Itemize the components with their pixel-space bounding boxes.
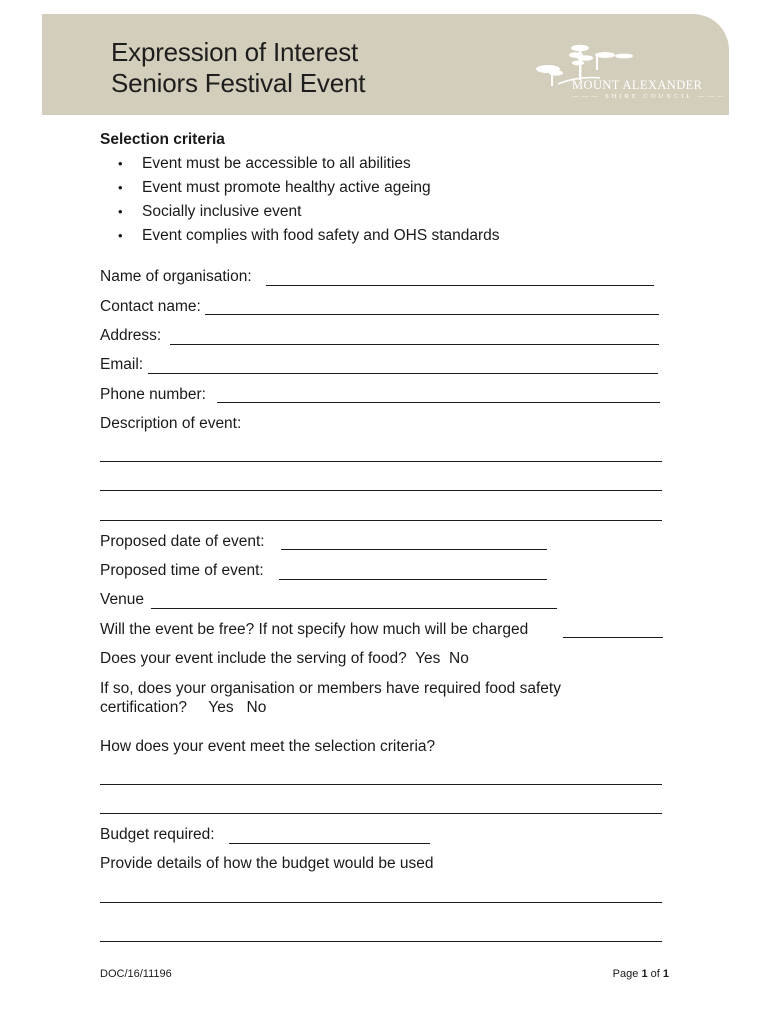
page-prefix: Page bbox=[612, 968, 639, 980]
bullet-icon: • bbox=[118, 156, 123, 171]
logo-subtitle bbox=[572, 93, 726, 100]
budget-details-line-1[interactable] bbox=[100, 902, 662, 903]
criteria-answer-line-2[interactable] bbox=[100, 813, 662, 814]
free-label: Will the event be free? If not specify how much will be charged bbox=[100, 621, 529, 638]
time-label: Proposed time of event: bbox=[100, 562, 264, 579]
description-line-2[interactable] bbox=[100, 490, 662, 491]
page-current: 1 bbox=[641, 968, 648, 980]
contact-field[interactable] bbox=[205, 314, 659, 315]
council-logo bbox=[528, 42, 727, 102]
document-id: DOC/16/11196 bbox=[100, 968, 172, 980]
organisation-field[interactable] bbox=[266, 285, 654, 286]
budget-details-label: Provide details of how the budget would be used bbox=[100, 855, 434, 872]
budget-label: Budget required: bbox=[100, 826, 215, 843]
organisation-label: Name of organisation: bbox=[100, 268, 252, 285]
description-label: Description of event: bbox=[100, 415, 242, 432]
criteria-list bbox=[118, 152, 500, 248]
phone-field[interactable] bbox=[217, 402, 660, 403]
cert-yes-option[interactable]: Yes bbox=[208, 699, 234, 716]
address-label: Address: bbox=[100, 327, 162, 344]
charge-field[interactable] bbox=[563, 637, 663, 638]
title-line-1: Expression of Interest bbox=[111, 37, 359, 67]
contact-label: Contact name: bbox=[100, 298, 201, 315]
food-yes-option[interactable]: Yes bbox=[415, 650, 441, 667]
address-field[interactable] bbox=[170, 344, 659, 345]
page-number bbox=[613, 968, 669, 980]
bullet-icon: • bbox=[118, 228, 123, 243]
criteria-item: • Socially inclusive event bbox=[118, 200, 500, 224]
venue-label: Venue bbox=[100, 591, 144, 608]
cert-no-option[interactable]: No bbox=[246, 699, 267, 716]
logo-sub-text: SHIRE COUNCIL bbox=[605, 93, 694, 100]
logo-rule-right: ——— bbox=[693, 93, 727, 100]
food-label: Does your event include the serving of food? bbox=[100, 650, 407, 667]
criteria-item: • Event must be accessible to all abilities bbox=[118, 152, 500, 176]
cert-line-1: If so, does your organisation or members have required food safety bbox=[100, 680, 561, 697]
food-question bbox=[100, 649, 469, 669]
criteria-heading: Selection criteria bbox=[100, 131, 225, 148]
email-field[interactable] bbox=[148, 373, 658, 374]
logo-name: MOUNT ALEXANDER bbox=[572, 78, 703, 92]
budget-field[interactable] bbox=[229, 843, 430, 844]
bullet-icon: • bbox=[118, 204, 123, 219]
cert-question bbox=[100, 698, 266, 718]
cert-line-2: certification? bbox=[100, 699, 188, 716]
description-line-1[interactable] bbox=[100, 461, 662, 462]
title-line-2: Seniors Festival Event bbox=[111, 68, 366, 98]
email-label: Email: bbox=[100, 356, 144, 373]
bullet-icon: • bbox=[118, 180, 123, 195]
date-label: Proposed date of event: bbox=[100, 533, 265, 550]
venue-field[interactable] bbox=[151, 608, 557, 609]
date-field[interactable] bbox=[281, 549, 547, 550]
page-of: of bbox=[650, 968, 660, 980]
criteria-question: How does your event meet the selection criteria? bbox=[100, 738, 436, 755]
criteria-item: • Event complies with food safety and OHS standards bbox=[118, 224, 500, 248]
page-total: 1 bbox=[662, 968, 669, 980]
phone-label: Phone number: bbox=[100, 386, 206, 403]
food-no-option[interactable]: No bbox=[449, 650, 469, 667]
logo-rule-left: ——— bbox=[572, 93, 606, 100]
time-field[interactable] bbox=[279, 579, 547, 580]
page-title bbox=[111, 37, 365, 99]
budget-details-line-2[interactable] bbox=[100, 941, 662, 942]
criteria-answer-line-1[interactable] bbox=[100, 784, 662, 785]
description-line-3[interactable] bbox=[100, 520, 662, 521]
criteria-item: • Event must promote healthy active ageing bbox=[118, 176, 500, 200]
